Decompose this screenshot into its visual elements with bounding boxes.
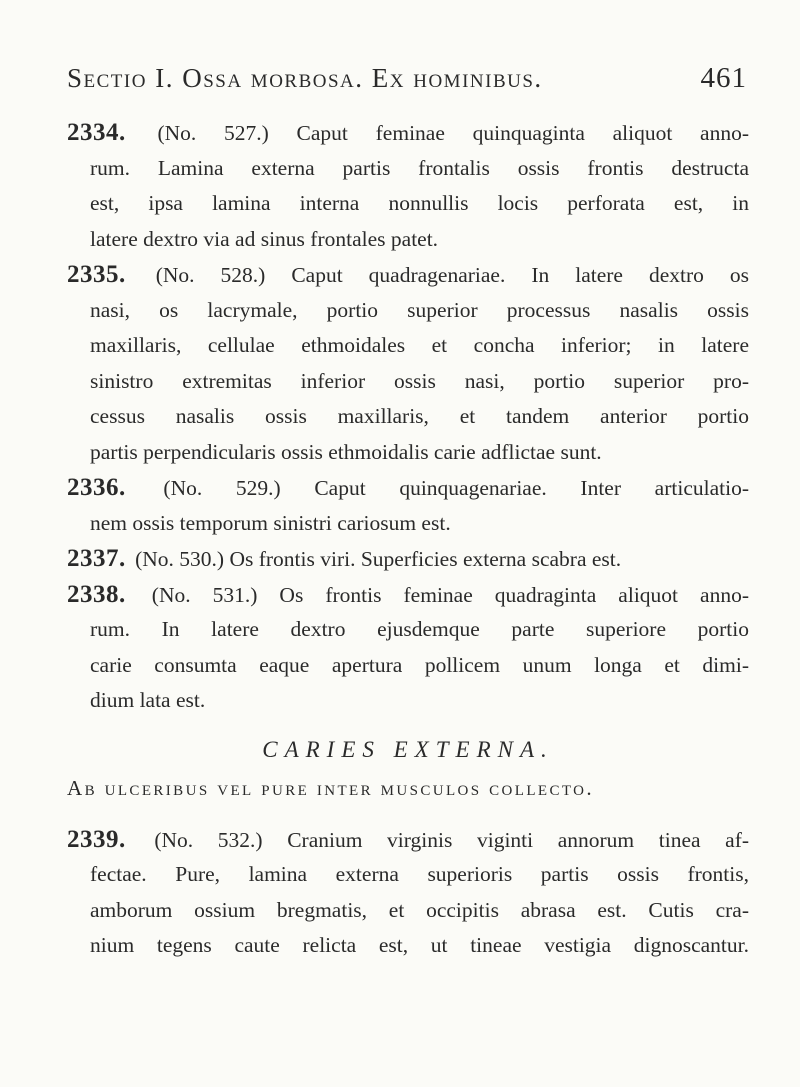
entry-line	[67, 115, 749, 151]
entry-line	[67, 822, 749, 858]
entry-text: (No. 531.) Os frontis feminae quadraginta aliquot anno-	[151, 582, 749, 607]
entry-number: 2335.	[67, 261, 126, 288]
entry-line: nasi, os lacrymale, portio superior processus nasalis ossis	[90, 297, 749, 322]
entry-line	[67, 470, 749, 506]
entry-line	[67, 541, 749, 577]
entry-line: nium tegens caute relicta est, ut tineae vestigia dignoscantur.	[90, 933, 749, 957]
entry-text: (No. 530.) Os frontis viri. Superficies externa scabra est.	[135, 547, 622, 571]
entry-line: amborum ossium bregmatis, et occipitis abrasa est. Cutis cra-	[90, 897, 749, 922]
page-number: 461	[700, 62, 747, 94]
entry-line	[67, 257, 749, 293]
entry-text: (No. 527.) Caput feminae quinquaginta aliquot anno-	[157, 121, 749, 145]
entry-line: partis perpendicularis ossis ethmoidalis carie adflictae sunt.	[90, 439, 602, 464]
entry-number: 2337.	[67, 545, 126, 572]
entry-line: cessus nasalis ossis maxillaris, et tandem anterior portio	[90, 404, 749, 428]
entry-line: nem ossis temporum sinistri cariosum est.	[90, 510, 451, 535]
entry-line: sinistro extremitas inferior ossis nasi, portio superior pro-	[90, 368, 749, 393]
entry-line: fectae. Pure, lamina externa superioris partis ossis frontis,	[90, 862, 749, 886]
entry-text: (No. 528.) Caput quadragenariae. In latere dextro os	[155, 263, 749, 287]
entry-text: (No. 532.) Cranium virginis viginti annorum tinea af-	[154, 827, 750, 852]
catalogue-entry	[67, 822, 749, 964]
entry-text: (No. 529.) Caput quinquagenariae. Inter articulatio-	[163, 476, 749, 500]
entry-line: est, ipsa lamina interna nonnullis locis perforata est, in	[90, 191, 749, 215]
entry-number: 2334.	[67, 119, 126, 146]
catalogue-entry	[67, 541, 749, 577]
catalogue-entry	[67, 257, 749, 470]
catalogue-entry	[67, 470, 749, 541]
section-title: CARIES EXTERNA.	[262, 736, 554, 762]
catalogue-entry	[67, 115, 749, 257]
running-head	[67, 62, 747, 95]
running-head-title: Sectio I. Ossa morbosa. Ex hominibus.	[67, 63, 543, 93]
entry-line: maxillaris, cellulae ethmoidales et concha inferior; in latere	[90, 333, 749, 357]
entry-number: 2338.	[67, 580, 126, 608]
entry-number: 2336.	[67, 474, 126, 501]
section-subtitle: Ab ulceribus vel pure inter musculos collecto.	[67, 775, 595, 800]
entry-line: rum. Lamina externa partis frontalis ossis frontis destructa	[90, 155, 749, 180]
body-text	[67, 115, 749, 964]
entry-line: dium lata est.	[90, 688, 206, 712]
entry-line: latere dextro via ad sinus frontales patet.	[90, 226, 439, 251]
catalogue-entry	[67, 577, 749, 719]
entry-number: 2339.	[67, 825, 126, 853]
entry-line	[67, 577, 749, 613]
entry-line: carie consumta eaque apertura pollicem unum longa et dimi-	[90, 652, 749, 677]
entry-line: rum. In latere dextro ejusdemque parte superiore portio	[90, 617, 749, 641]
